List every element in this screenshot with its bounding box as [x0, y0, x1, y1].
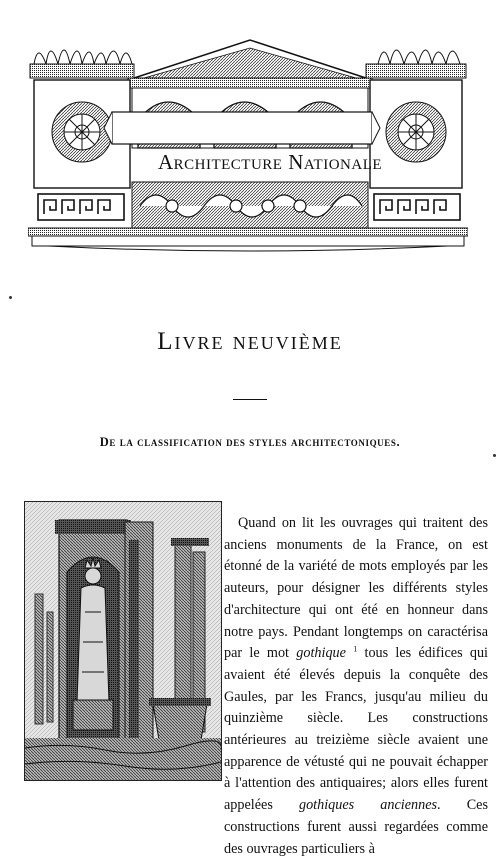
chapter-title: De la classification des styles architectoniques. — [99, 435, 401, 449]
headpiece-banner-text: Architecture Nationale — [157, 149, 383, 174]
stray-ink-dot — [493, 454, 496, 457]
footnote-marker: 1 — [353, 644, 358, 654]
stray-ink-dot — [9, 296, 12, 299]
paragraph-part-1: Quand on lit les ouvrages qui traitent des anciens monuments de la France, on est étonné de la variété de mots employés par les auteurs, pour désigner les différents styles d'architecture qui ont été en honneur dans notre pays. Pendant longtemps on caractérisa par le mot — [224, 515, 488, 662]
book-title: Livre neuvième — [157, 328, 343, 355]
paragraph-part-2: tous les édifices qui avaient été élevés depuis la conquête des Gaules, par les Francs, jusqu'au milieu du quinzième siècle. Les constructions antérieures au treizième siècle avaient une apparence de vétusté qui ne pouvait échapper à l'attention des antiquaires; alors elles furent appelées — [224, 645, 488, 814]
title-rule — [233, 399, 267, 400]
ruins-illustration — [24, 501, 222, 781]
headpiece-engraving — [28, 34, 468, 252]
paragraph-part-3: . Ces constructions furent aussi regardées comme des ouvrages particuliers à — [224, 797, 488, 857]
term-gothiques-anciennes: gothiques anciennes — [298, 797, 438, 814]
body-paragraph — [224, 513, 488, 860]
term-gothique: gothique — [296, 645, 346, 662]
